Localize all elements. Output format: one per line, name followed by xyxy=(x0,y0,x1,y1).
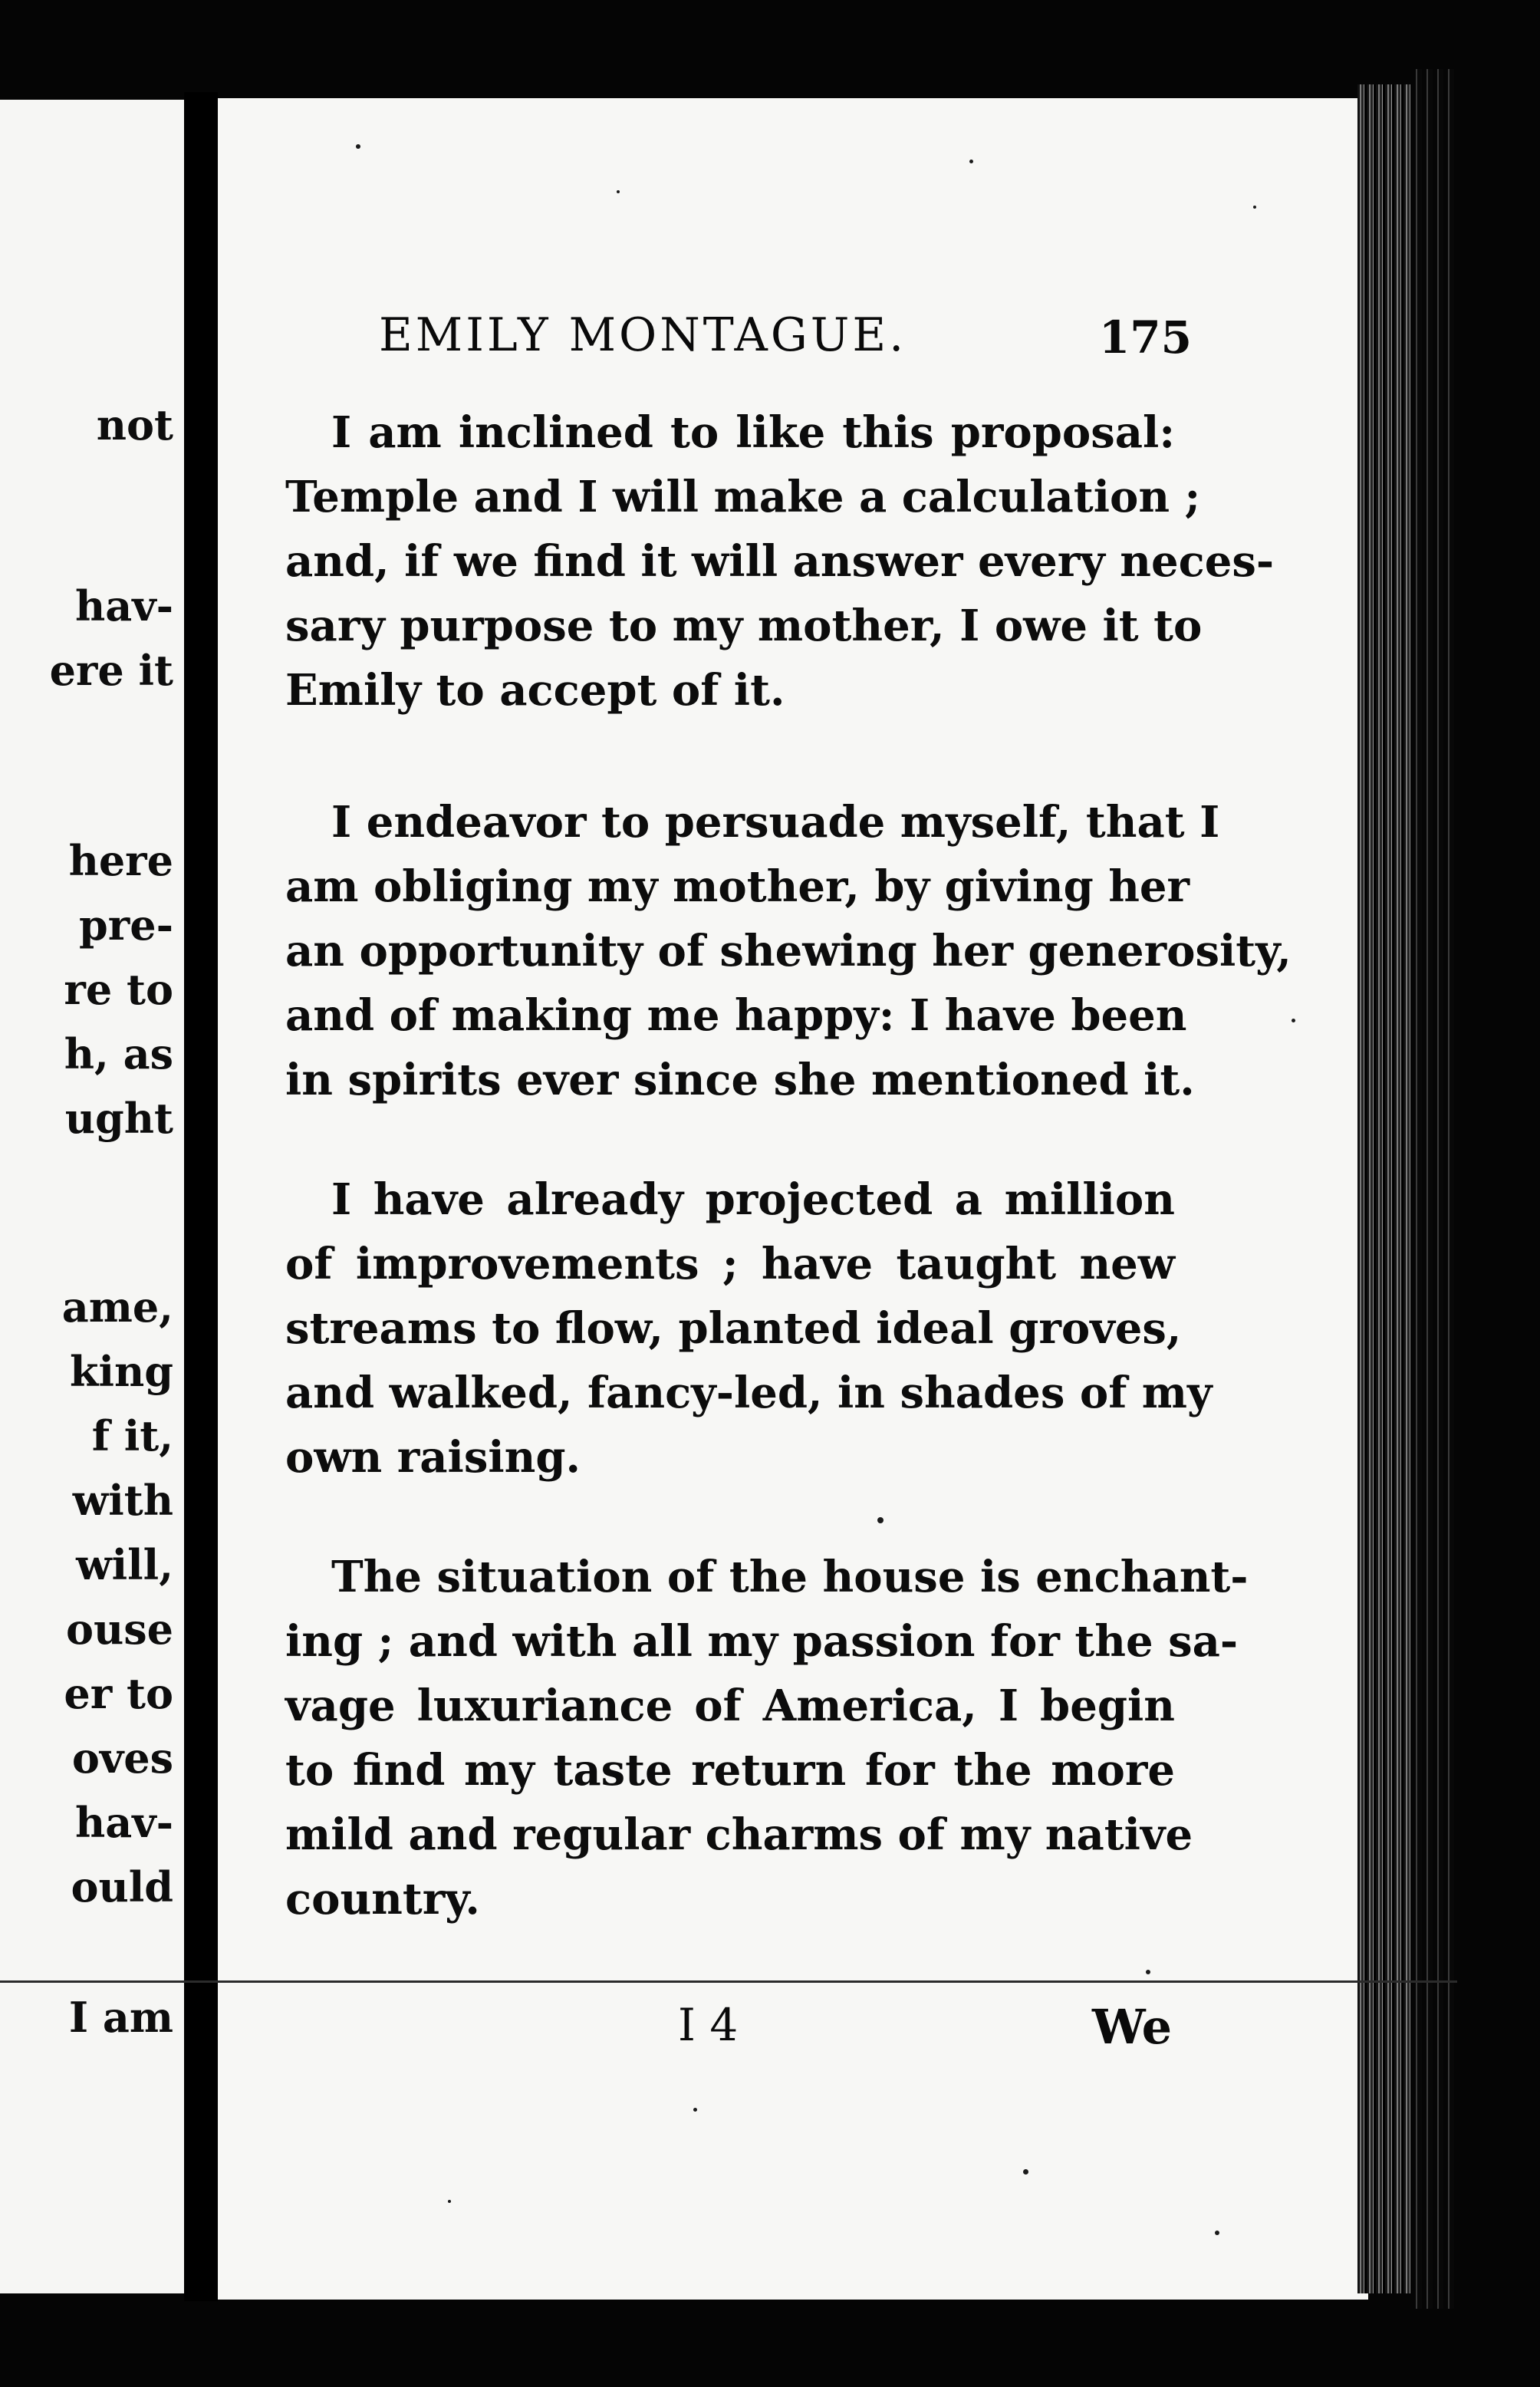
text-line: streams to flow, planted ideal groves, xyxy=(285,1303,1182,1354)
text-line: Emily to accept of it. xyxy=(285,665,785,716)
scan-speck xyxy=(1292,1019,1295,1022)
book-gutter xyxy=(184,92,218,2301)
text-line: I have already projected a million xyxy=(331,1174,1175,1225)
text-line: sary purpose to my mother, I owe it to xyxy=(285,601,1203,651)
text-line: The situation of the house is enchant- xyxy=(331,1552,1249,1602)
text-line: Temple and I will make a calculation ; xyxy=(285,472,1201,522)
page-fore-edges xyxy=(1357,84,1411,2293)
left-page-fragment: ught xyxy=(64,1094,173,1143)
left-page-fragment: hav- xyxy=(74,581,173,630)
left-page-fragment: pre- xyxy=(79,900,173,950)
signature-mark: I 4 xyxy=(678,1999,739,2051)
previous-page-sliver xyxy=(0,100,184,2293)
text-line: ing ; and with all my passion for the sa- xyxy=(285,1616,1239,1667)
book-binding xyxy=(1411,69,1457,2309)
left-page-fragment: er to xyxy=(64,1669,173,1718)
scan-speck xyxy=(448,2200,451,2203)
text-line: an opportunity of shewing her generosity, xyxy=(285,926,1292,976)
running-header xyxy=(379,308,1192,370)
left-page-fragment: oves xyxy=(71,1733,173,1783)
page-number: 175 xyxy=(1098,311,1192,364)
left-page-fragment: f it, xyxy=(91,1411,173,1460)
scan-speck xyxy=(969,160,973,163)
text-line: own raising. xyxy=(285,1432,581,1483)
left-page-fragment: I am xyxy=(68,1993,173,2042)
left-page-fragment: not xyxy=(96,400,173,449)
left-page-fragment: ere it xyxy=(49,646,173,695)
left-page-fragment: with xyxy=(72,1476,173,1525)
scan-speck xyxy=(617,190,620,193)
left-page-fragment: ame, xyxy=(61,1282,173,1332)
text-line: mild and regular charms of my native xyxy=(285,1809,1193,1860)
left-page-fragment: ould xyxy=(71,1862,173,1911)
left-page-fragment: re to xyxy=(64,965,173,1014)
left-page-fragment: king xyxy=(70,1347,173,1396)
text-line: and of making me happy: I have been xyxy=(285,990,1187,1041)
scan-speck xyxy=(1023,2169,1028,2175)
catchword: We xyxy=(1092,1999,1173,2055)
text-line: to find my taste return for the more xyxy=(285,1745,1175,1796)
text-line: I endeavor to persuade myself, that I xyxy=(331,797,1220,848)
scan-speck xyxy=(1146,1970,1150,1974)
text-line: am obliging my mother, by giving her xyxy=(285,861,1190,912)
scan-speck xyxy=(1215,2231,1219,2235)
text-line: and walked, fancy-led, in shades of my xyxy=(285,1368,1213,1418)
text-line: vage luxuriance of America, I begin xyxy=(285,1681,1175,1731)
left-page-fragment: here xyxy=(68,836,173,885)
text-line: I am inclined to like this proposal: xyxy=(331,407,1175,458)
text-line: country. xyxy=(285,1874,480,1924)
footer-rule xyxy=(0,1980,1457,1983)
left-page-fragment: will, xyxy=(76,1540,173,1589)
scan-speck xyxy=(693,2108,697,2112)
scan-speck xyxy=(356,144,360,149)
text-line: and, if we find it will answer every neces- xyxy=(285,536,1275,587)
scan-speck xyxy=(1253,206,1256,209)
text-line: in spirits ever since she mentioned it. xyxy=(285,1055,1195,1105)
left-page-fragment: ouse xyxy=(65,1605,173,1654)
left-page-fragment: h, as xyxy=(64,1029,173,1078)
text-line: of improvements ; have taught new xyxy=(285,1239,1175,1289)
left-page-fragment: hav- xyxy=(74,1798,173,1847)
scan-speck xyxy=(877,1517,884,1523)
running-title: EMILY MONTAGUE. xyxy=(379,308,907,362)
